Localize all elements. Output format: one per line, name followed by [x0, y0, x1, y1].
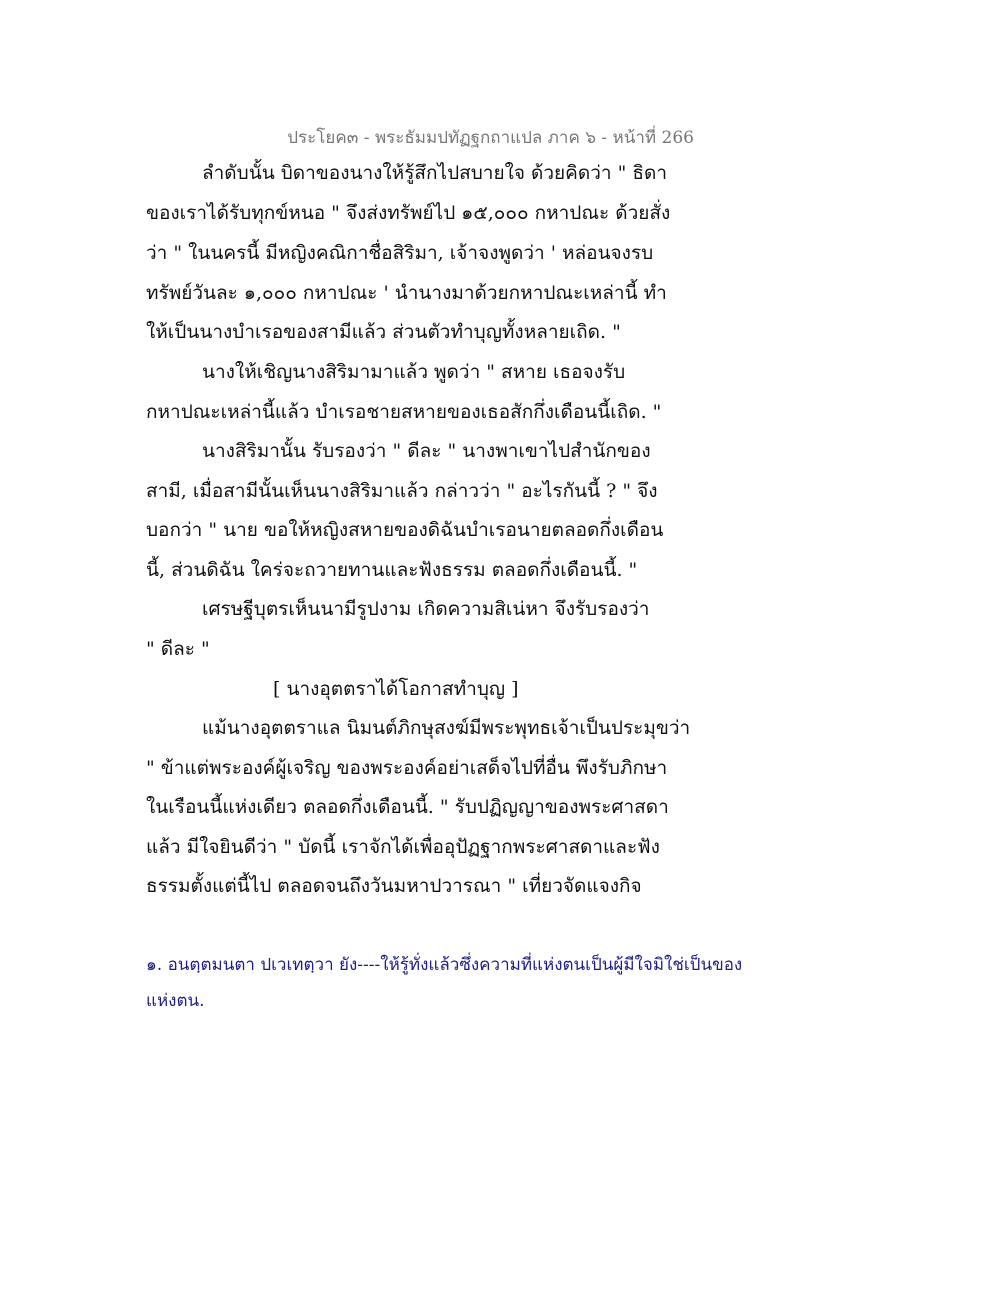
body-line: กหาปณะเหล่านี้แล้ว บำเรอชายสหายของเธอสักกึ่งเดือนนี้เถิด. ": [146, 401, 662, 423]
section-heading: [ นางอุตตราได้โอกาสทำบุญ ]: [273, 678, 519, 700]
body-line: บอกว่า " นาย ขอให้หญิงสหายของดิฉันบำเรอนายตลอดกึ่งเดือน: [146, 519, 664, 541]
body-line: ธรรมตั้งแต่นี้ไป ตลอดจนถึงวันมหาปวารณา " เที่ยวจัดแจงกิจ: [146, 875, 642, 897]
body-line: ลำดับนั้น บิดาของนางให้รู้สึกไปสบายใจ ด้วยคิดว่า " ธิดา: [202, 162, 667, 184]
body-line: เศรษฐีบุตรเห็นนามีรูปงาม เกิดความสิเน่หา จึงรับรองว่า: [202, 598, 650, 620]
page-header: ประโยค๓ - พระธัมมปทัฏฐกถาแปล ภาค ๖ - หน้าที่ 266: [287, 128, 694, 148]
body-line: นางให้เชิญนางสิริมามาแล้ว พูดว่า " สหาย เธอจงรับ: [202, 361, 626, 383]
body-line: แล้ว มีใจยินดีว่า " บัดนี้ เราจักได้เพื่ออุปัฏฐากพระศาสดาและฟัง: [146, 836, 660, 858]
body-line: ทรัพย์วันละ ๑,๐๐๐ กหาปณะ ' นำนางมาด้วยกหาปณะเหล่านี้ ทำ: [146, 282, 667, 304]
body-line: ให้เป็นนางบำเรอของสามีแล้ว ส่วนตัวทำบุญทั้งหลายเถิด. ": [146, 321, 621, 343]
body-line: " ข้าแต่พระองค์ผู้เจริญ ของพระองค์อย่าเสด็จไปที่อื่น พึงรับภิกษา: [146, 757, 668, 779]
body-line: นางสิริมานั้น รับรองว่า " ดีละ " นางพาเขาไปสำนักของ: [202, 440, 651, 462]
body-line: แม้นางอุตตราแล นิมนต์ภิกษุสงฆ์มีพระพุทธเจ้าเป็นประมุขว่า: [202, 717, 691, 739]
footnote-line: ๑. อนตฺตมนตา ปเวเทตฺวา ยัง----ให้รู้ทั่งแล้วซึ่งความที่แห่งตนเป็นผู้มีใจมิใช่เป็นของ: [146, 955, 743, 975]
body-line: ว่า " ในนครนี้ มีหญิงคณิกาชื่อสิริมา, เจ้าจงพูดว่า ' หล่อนจงรบ: [146, 242, 654, 264]
body-line: " ดีละ ": [146, 638, 210, 660]
body-line: สามี, เมื่อสามีนั้นเห็นนางสิริมาแล้ว กล่าวว่า " อะไรกันนี้ ? " จึง: [146, 480, 658, 502]
body-line: ของเราได้รับทุกข์หนอ " จึงส่งทรัพย์ไป ๑๕,๐๐๐ กหาปณะ ด้วยสั่ง: [146, 202, 671, 224]
footnote-line: แห่งตน.: [146, 991, 205, 1011]
body-line: ในเรือนนี้แห่งเดียว ตลอดกึ่งเดือนนี้. " รับปฏิญญาของพระศาสดา: [146, 796, 669, 818]
body-line: นี้, ส่วนดิฉัน ใคร่จะถวายทานและฟังธรรม ตลอดกึ่งเดือนนี้. ": [146, 559, 638, 581]
